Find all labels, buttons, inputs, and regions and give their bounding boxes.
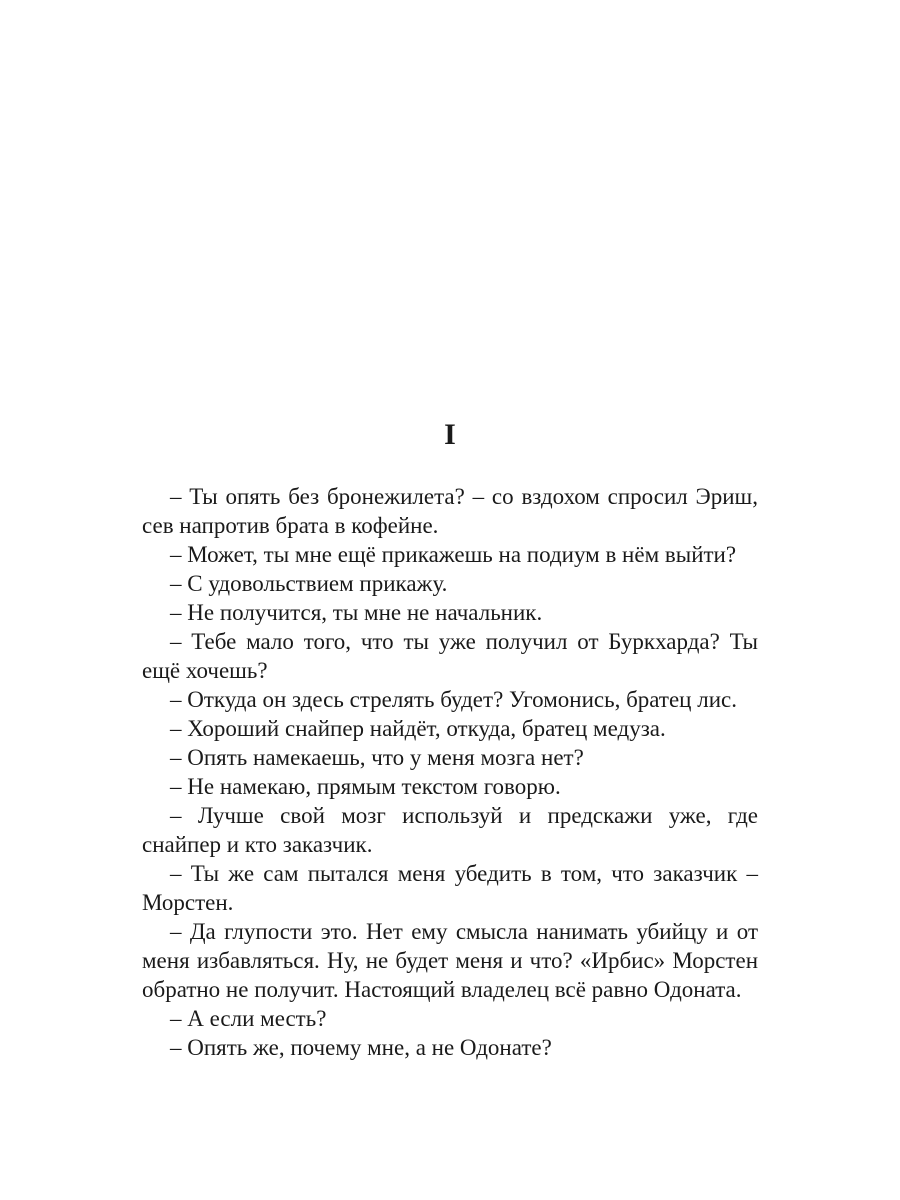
paragraph: – Ты опять без бронежилета? – со вздохом спросил Эриш, сев напротив брата в кофейне. [142, 484, 758, 538]
paragraph: – А если месть? [170, 1006, 327, 1031]
paragraph: – Да глупости это. Нет ему смысла нанимать убийцу и от меня избавляться. Ну, не будет меня и что? «Ирбис» Морстен обратно не получит. Настоящий владелец всё равно Одоната. [142, 919, 758, 1002]
paragraph: – Ты же сам пытался меня убедить в том, что заказчик – Морстен. [142, 861, 758, 915]
paragraph: – Лучше свой мозг используй и предскажи уже, где снайпер и кто заказчик. [142, 803, 758, 857]
paragraph: – Может, ты мне ещё прикажешь на подиум в нём выйти? [170, 542, 737, 567]
paragraph: – Тебе мало того, что ты уже получил от Буркхарда? Ты ещё хочешь? [142, 629, 758, 683]
body-text [142, 482, 758, 1062]
paragraph: – Откуда он здесь стрелять будет? Угомонись, братец лис. [170, 687, 737, 712]
paragraph: – Опять же, почему мне, а не Одонате? [170, 1035, 552, 1060]
paragraph: – Не намекаю, прямым текстом говорю. [170, 774, 561, 799]
paragraph: – Не получится, ты мне не начальник. [170, 600, 543, 625]
paragraph: – С удовольствием прикажу. [170, 571, 448, 596]
paragraph: – Хороший снайпер найдёт, откуда, братец медуза. [170, 716, 666, 741]
paragraph: – Опять намекаешь, что у меня мозга нет? [170, 745, 584, 770]
chapter-number: I [444, 418, 456, 451]
